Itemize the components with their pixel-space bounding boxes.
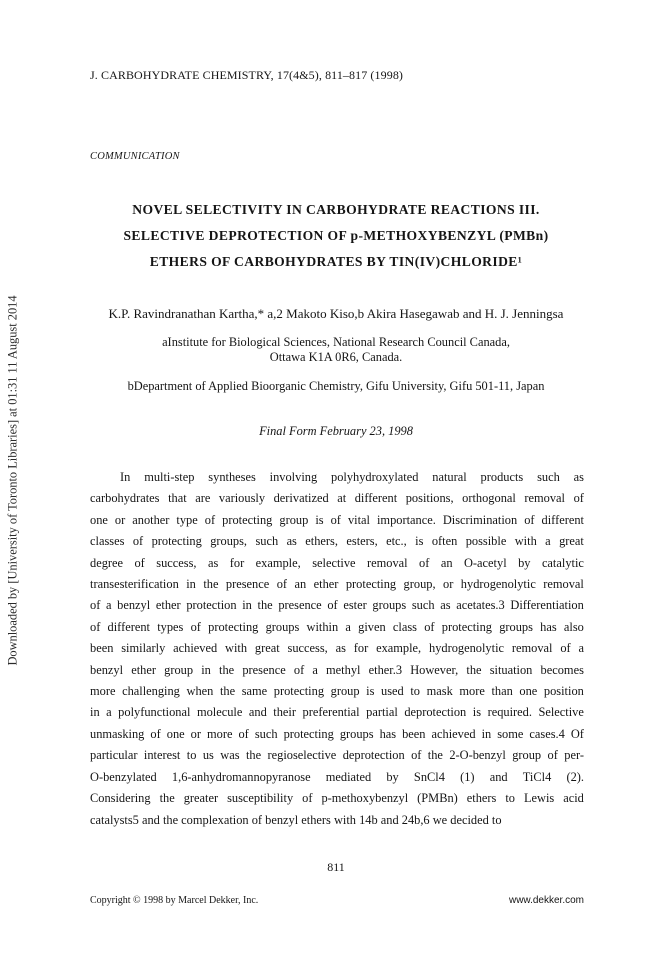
body-line: been similarly achieved with great success, as for example, hydrogenolytic removal of a <box>90 641 584 656</box>
section-label: COMMUNICATION <box>90 151 180 162</box>
body-line: transesterification in the presence of an ether protecting group, or hydrogenolytic removal <box>90 577 584 592</box>
body-line: catalysts5 and the complexation of benzyl ethers with 14b and 24b,6 we decided to <box>90 812 502 827</box>
copyright-notice: Copyright © 1998 by Marcel Dekker, Inc. <box>90 895 259 906</box>
body-line: one or another type of protecting group is of vital importance. Discrimination of different <box>90 512 584 527</box>
affiliation-line: Ottawa K1A 0R6, Canada. <box>269 350 403 364</box>
body-line: In multi-step syntheses involving polyhydroxylated natural products such as <box>120 470 584 484</box>
final-form-date: Final Form February 23, 1998 <box>259 424 413 438</box>
body-line: more challenging when the same protecting group is used to mask more than one position <box>90 684 584 699</box>
journal-citation: J. CARBOHYDRATE CHEMISTRY, 17(4&5), 811–817 (1998) <box>90 68 404 82</box>
body-line: carbohydrates that are variously derivatized at different positions, orthogonal removal of <box>90 491 584 506</box>
body-line: particular interest to us was the regioselective deprotection of the 2-O-benzyl group of per- <box>90 748 584 763</box>
affiliation-b: bDepartment of Applied Bioorganic Chemistry, Gifu University, Gifu 501-11, Japan <box>127 379 545 393</box>
body-line: Considering the greater susceptibility of p-methoxybenzyl (PMBn) ethers to Lewis acid <box>90 791 584 806</box>
body-line: degree of success, as for example, selective removal of an O-acetyl by catalytic <box>90 555 584 570</box>
body-paragraph <box>90 467 584 831</box>
download-watermark <box>2 270 24 690</box>
body-line: benzyl ether group in the presence of a methyl ether.3 However, the situation becomes <box>90 662 584 677</box>
body-line: in a polyfunctional molecule and their preferential partial deprotection is required. Selective <box>90 705 584 720</box>
title-line: ETHERS OF CARBOHYDRATES BY TIN(IV)CHLORIDE¹ <box>149 254 523 269</box>
body-line: unmasking of one or more of such protecting groups has been achieved in some cases.4 Of <box>90 726 584 741</box>
author-list: K.P. Ravindranathan Kartha,* a,2 Makoto Kiso,b Akira Hasegawab and H. J. Jenningsa <box>108 306 564 321</box>
title-line: NOVEL SELECTIVITY IN CARBOHYDRATE REACTIONS III. <box>132 202 540 217</box>
publisher-website: www.dekker.com <box>508 895 584 906</box>
title-line: SELECTIVE DEPROTECTION OF p-METHOXYBENZYL (PMBn) <box>123 228 549 243</box>
body-line: O-benzylated 1,6-anhydromannopyranose mediated by SnCl4 (1) and TiCl4 (2). <box>90 769 584 784</box>
affiliation-line: aInstitute for Biological Sciences, National Research Council Canada, <box>162 335 510 349</box>
affiliation-a <box>80 335 592 365</box>
body-line: of a benzyl ether protection in the presence of ester groups such as acetates.3 Differentiation <box>90 598 584 613</box>
download-watermark-text: Downloaded by [University of Toronto Libraries] at 01:31 11 August 2014 <box>5 294 20 666</box>
article-title <box>96 197 576 275</box>
body-line: of different types of protecting groups within a given class of protecting groups has also <box>90 619 584 634</box>
page-number: 811 <box>327 860 345 874</box>
body-line: classes of protecting groups, such as ethers, esters, etc., is often possible with a great <box>90 534 584 549</box>
